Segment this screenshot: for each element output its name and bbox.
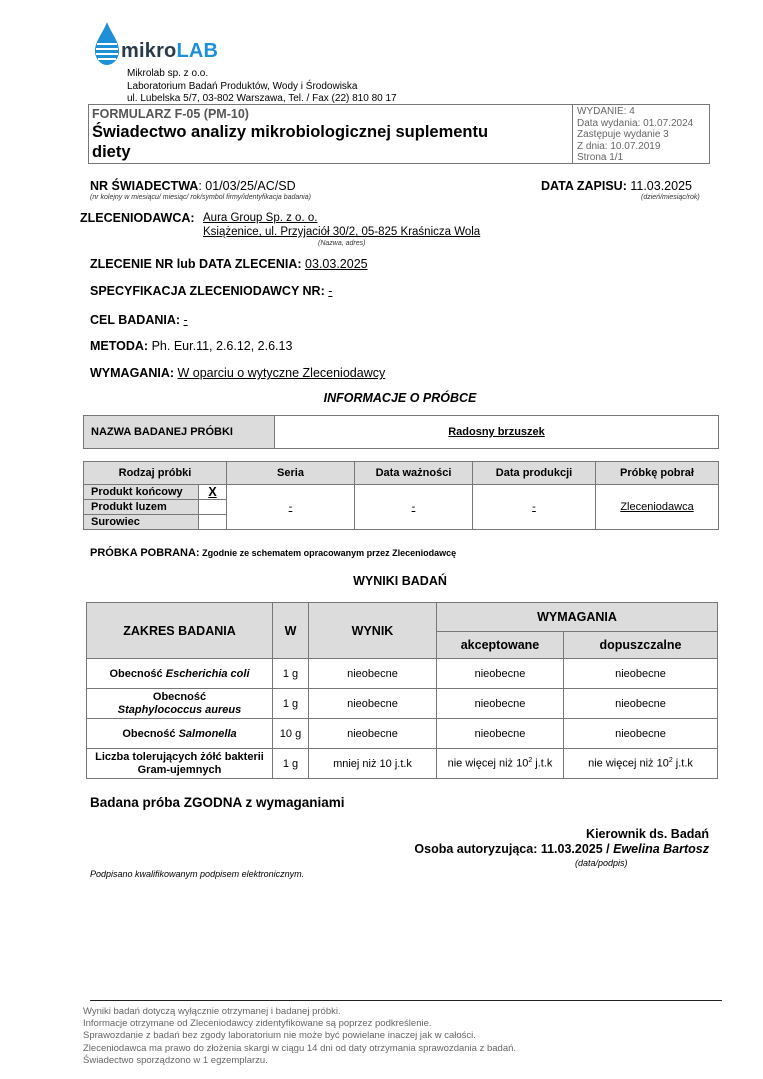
w-value: 1 g (273, 689, 309, 719)
logo-wordmark: mikroLAB (121, 40, 219, 62)
expiry-value: - (355, 485, 473, 530)
header-title-cell (89, 105, 573, 163)
table-row (87, 719, 718, 749)
sample-details-table (83, 461, 719, 530)
w-value: 10 g (273, 719, 309, 749)
allowed-value: nieobecne (564, 719, 718, 749)
order-line: ZLECENIE NR lub DATA ZLECENIA: 03.03.2025 (90, 257, 368, 271)
conclusion: Badana próba ZGODNA z wymaganiami (90, 795, 345, 810)
spec-line: SPECYFIKACJA ZLECENIODAWCY NR: - (90, 284, 333, 298)
sample-type-bulk: Produkt luzem (84, 500, 199, 515)
allowed-value: nieobecne (564, 689, 718, 719)
spec-value: - (328, 284, 333, 298)
company-lab: Laboratorium Badań Produktów, Wody i Środowiska (127, 80, 358, 92)
col-series: Seria (227, 462, 355, 485)
footer-line: Informacje otrzymane od Zleceniodawcy zidentyfikowane są poprzez podkreślenie. (83, 1018, 432, 1030)
purpose-value: - (183, 313, 188, 327)
col-production: Data produkcji (473, 462, 596, 485)
col-collected-by: Próbkę pobrał (596, 462, 719, 485)
allowed-value: nieobecne (564, 659, 718, 689)
method-line: METODA: Ph. Eur.11, 2.6.12, 2.6.13 (90, 339, 293, 353)
table-row (87, 689, 718, 719)
edition: WYDANIE: 4 (577, 106, 635, 117)
w-value: 1 g (273, 749, 309, 779)
purpose-line: CEL BADANIA: - (90, 313, 188, 327)
sampled-line: PRÓBKA POBRANA: Zgodnie ze schematem opracowanym przez Zleceniodawcę (90, 547, 457, 559)
sample-name-value: Radosny brzuszek (275, 416, 719, 449)
certificate-number-hint: (nr kolejny w miesiącu/ miesiąc/ rok/symbol firmy/identyfikacja badania) (90, 194, 311, 201)
issue-date: Data wydania: 01.07.2024 (577, 117, 694, 129)
record-date-hint: (dzień/miesiąc/rok) (641, 194, 700, 201)
result-value: nieobecne (309, 719, 437, 749)
record-date: DATA ZAPISU: 11.03.2025 (541, 179, 692, 193)
auth-name: Ewelina Bartosz (613, 842, 709, 856)
sample-type-raw: Surowiec (84, 515, 199, 530)
accepted-value: nie więcej niż $10^2$ j.t.k (437, 749, 564, 779)
replaces-date: Z dnia: 10.07.2019 (577, 140, 661, 152)
table-row (87, 659, 718, 689)
col-result: WYNIK (309, 603, 437, 659)
scope-ecoli: Obecność Escherichia coli (87, 659, 273, 689)
company-info (127, 68, 397, 106)
certificate-number: NR ŚWIADECTWA: 01/03/25/AC/SD (90, 179, 296, 193)
scope-salmonella: Obecność Salmonella (87, 719, 273, 749)
sample-type-final: Produkt końcowy (84, 485, 199, 500)
client-name: Aura Group Sp. z o. o. (203, 212, 318, 224)
company-name: Mikrolab sp. z o.o. (127, 68, 209, 79)
header-meta-cell (577, 106, 693, 164)
w-value: 1 g (273, 659, 309, 689)
sample-type-bulk-mark (199, 500, 227, 515)
results-heading: WYNIKI BADAŃ (353, 574, 447, 588)
company-address: ul. Lubelska 5/7, 03-802 Warszawa, Tel. / Fax (22) 810 80 17 (127, 93, 397, 104)
replaces-edition: Zastępuje wydanie 3 (577, 129, 669, 141)
col-scope: ZAKRES BADANIA (87, 603, 273, 659)
page-number: Strona 1/1 (577, 152, 624, 164)
result-value: mniej niż 10 j.t.k (309, 749, 437, 779)
document-header (88, 104, 710, 164)
col-w: W (273, 603, 309, 659)
col-expiry: Data ważności (355, 462, 473, 485)
requirements-line: WYMAGANIA: W oparciu o wytyczne Zleceniodawcy (90, 366, 386, 380)
table-row (87, 749, 718, 779)
accepted-value: nieobecne (437, 719, 564, 749)
footer-line: Sprawozdanie z badań bez zgody laboratorium nie może być powielane inaczej jak w całości. (83, 1030, 476, 1042)
scope-staph: Obecność Staphylococcus aureus (87, 689, 273, 719)
allowed-value: nie więcej niż $10^2$ j.t.k (564, 749, 718, 779)
signature-role: Kierownik ds. Badań (586, 827, 709, 841)
series-value: - (227, 485, 355, 530)
collected-by-value: Zleceniodawca (596, 485, 719, 530)
footer-line: Zleceniodawca ma prawo do złożenia skargi w ciągu 14 dni od daty otrzymania sprawozdania z badań. (83, 1042, 517, 1054)
accepted-value: nieobecne (437, 659, 564, 689)
signature-note: Podpisano kwalifikowanym podpisem elektronicznym. (90, 869, 305, 879)
accepted-value: nieobecne (437, 689, 564, 719)
company-logo (93, 21, 243, 67)
method-value: Ph. Eur.11, 2.6.12, 2.6.13 (151, 339, 293, 353)
signature-hint: (data/podpis) (575, 858, 628, 868)
sample-name-table (83, 415, 719, 449)
water-drop-icon (93, 21, 123, 67)
footer-line: Świadectwo sporządzono w 1 egzemplarzu. (83, 1054, 268, 1066)
client-label: ZLECENIODAWCA: (80, 211, 195, 225)
col-accepted: akceptowane (437, 632, 564, 659)
col-requirements: WYMAGANIA (437, 603, 718, 632)
sample-name-label: NAZWA BADANEJ PRÓBKI (84, 416, 275, 449)
results-table (86, 602, 718, 779)
document-title: Świadectwo analizy mikrobiologicznej suplementu diety (92, 123, 489, 161)
sample-info-heading: INFORMACJE O PRÓBCE (323, 391, 477, 405)
client-hint: (Nazwa, adres) (318, 240, 366, 247)
signature-auth: Osoba autoryzująca: 11.03.2025 / Ewelina Bartosz (414, 842, 709, 856)
order-value: 03.03.2025 (305, 257, 368, 271)
production-value: - (473, 485, 596, 530)
col-sample-type: Rodzaj próbki (84, 462, 227, 485)
sample-type-raw-mark (199, 515, 227, 530)
requirements-value: W oparciu o wytyczne Zleceniodawcy (177, 366, 386, 380)
scope-gram-negative: Liczba tolerujących żółć bakterii Gram-ujemnych (87, 749, 273, 779)
client-address: Książenice, ul. Przyjaciół 30/2, 05-825 Kraśnicza Wola (203, 226, 481, 238)
result-value: nieobecne (309, 689, 437, 719)
footer-line: Wyniki badań dotyczą wyłącznie otrzymanej i badanej próbki. (83, 1006, 341, 1017)
footer-divider (90, 1000, 722, 1001)
sample-type-final-mark: X (199, 485, 227, 500)
form-code: FORMULARZ F-05 (PM-10) (92, 107, 249, 121)
footer-notes (83, 1006, 516, 1067)
col-allowed: dopuszczalne (564, 632, 718, 659)
result-value: nieobecne (309, 659, 437, 689)
